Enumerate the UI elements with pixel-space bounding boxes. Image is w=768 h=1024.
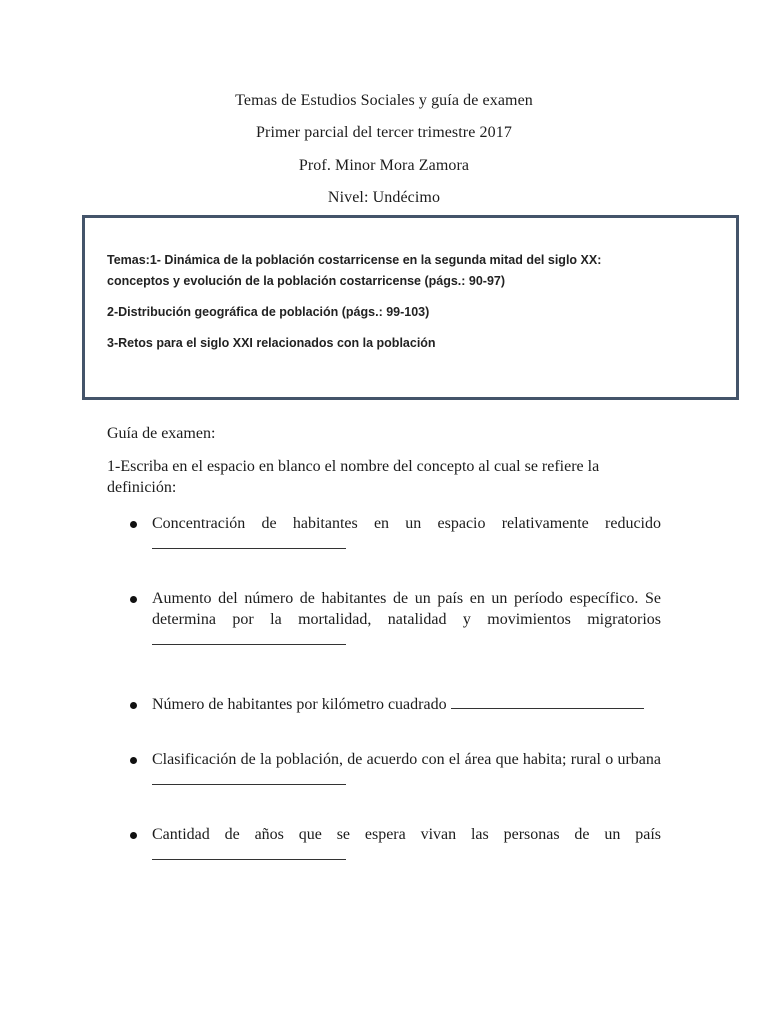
instruction: 1-Escriba en el espacio en blanco el nombre del concepto al cual se refiere la definición: <box>107 458 600 496</box>
topics-box <box>82 215 739 400</box>
bullet-icon <box>130 832 137 839</box>
bullet-icon <box>130 596 137 603</box>
list-item-2 <box>152 588 661 651</box>
topic-1-line-1: Temas:1- Dinámica de la población costarricense en la segunda mitad del siglo XX: <box>107 253 602 267</box>
answer-blank[interactable] <box>152 770 346 785</box>
item-text: Aumento del número de habitantes de un país en un período específico. Se determina por la mortalidad, natalidad y movimientos migratorios <box>152 590 661 628</box>
topic-1-line-2: conceptos y evolución de la población costarricense (págs.: 90-97) <box>107 274 506 288</box>
item-text: Concentración de habitantes en un espacio relativamente reducido <box>152 515 661 532</box>
item-text: Cantidad de años que se espera vivan las personas de un país <box>152 826 661 843</box>
bullet-icon <box>130 757 137 764</box>
list-item-4 <box>152 749 661 791</box>
answer-blank[interactable] <box>152 845 346 860</box>
exam-subtitle: Primer parcial del tercer trimestre 2017 <box>256 124 512 141</box>
answer-blank[interactable] <box>152 534 346 549</box>
topic-2: 2-Distribución geográfica de población (págs.: 99-103) <box>107 305 430 319</box>
list-item-5 <box>152 824 661 866</box>
document-title: Temas de Estudios Sociales y guía de examen <box>235 92 533 109</box>
grade-level: Nivel: Undécimo <box>327 189 441 206</box>
item-text: Clasificación de la población, de acuerdo con el área que habita; rural o urbana <box>152 751 661 768</box>
guide-title: Guía de examen: <box>107 425 216 442</box>
item-text: Número de habitantes por kilómetro cuadrado <box>152 696 447 713</box>
teacher-name: Prof. Minor Mora Zamora <box>298 157 470 174</box>
bullet-icon <box>130 521 137 528</box>
list-item-3 <box>152 694 661 715</box>
bullet-icon <box>130 702 137 709</box>
list-item-1 <box>152 513 661 555</box>
answer-blank[interactable] <box>152 630 346 645</box>
answer-blank[interactable] <box>451 694 644 709</box>
topic-3: 3-Retos para el siglo XXI relacionados con la población <box>107 336 436 350</box>
